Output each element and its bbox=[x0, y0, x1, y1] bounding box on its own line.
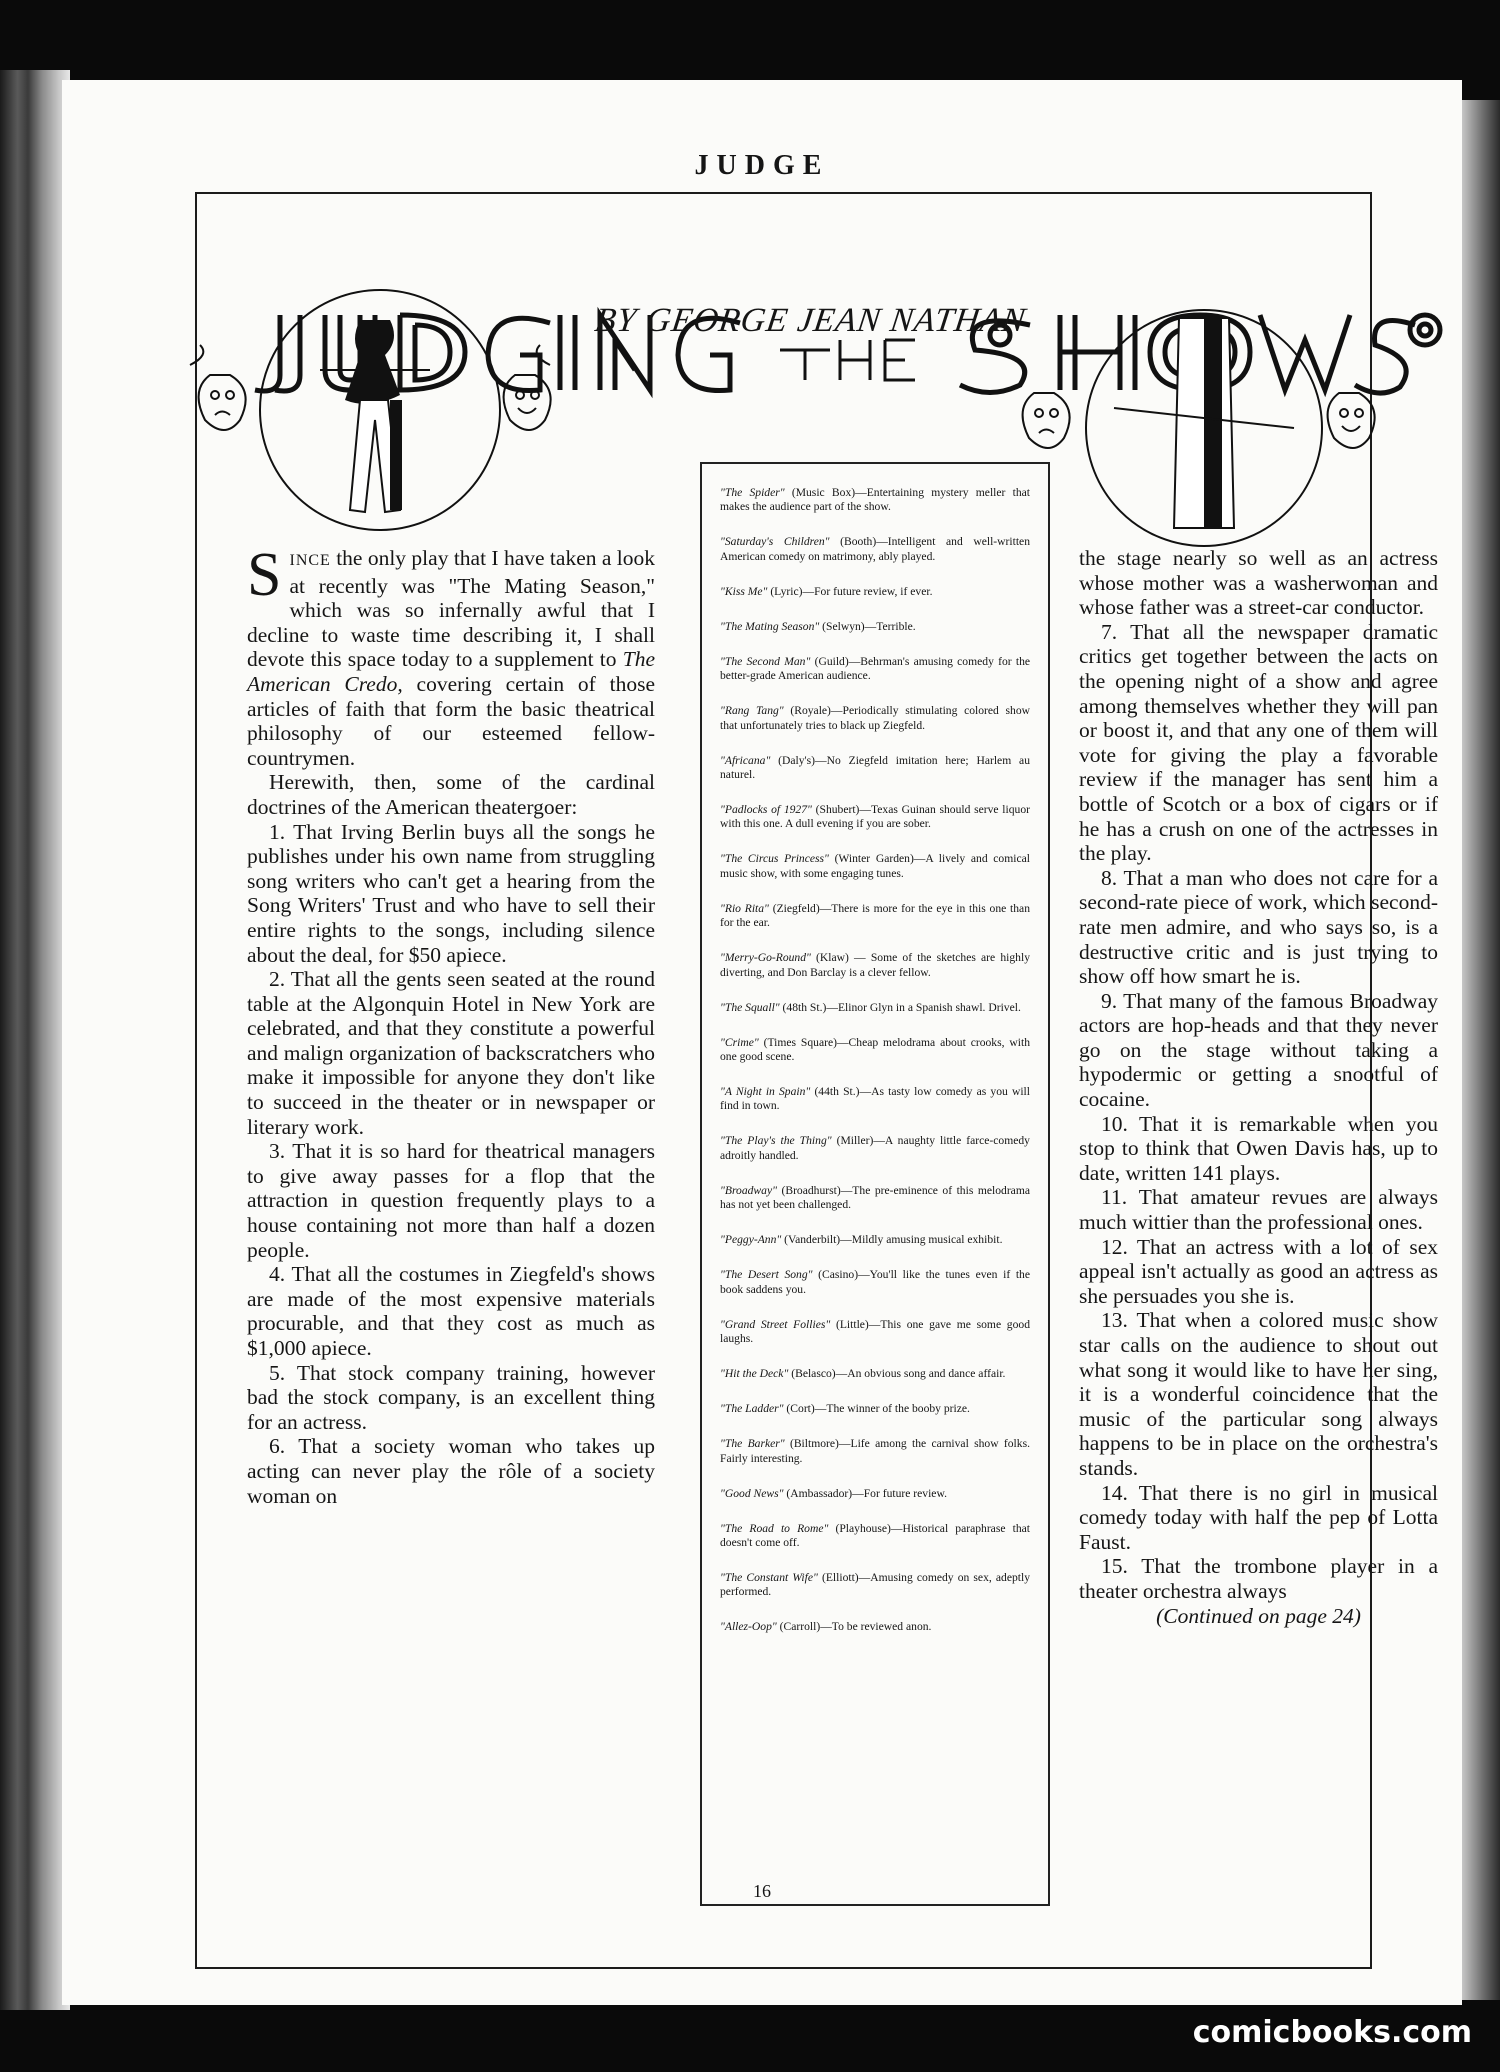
show-review-entry bbox=[720, 535, 1030, 564]
article-lead-paragraph bbox=[247, 541, 656, 770]
show-title: "Peggy-Ann" bbox=[720, 1233, 782, 1247]
doctrine-item: 3. That it is so hard for theatrical managers to give away passes for a flop that the attraction in question frequently plays to a house containing not more than half a dozen people. bbox=[247, 1139, 655, 1262]
doctrine-item: 1. That Irving Berlin buys all the songs he publishes under his own name from struggling song writers who can't get a hearing from the Song Writers' Trust and who have to sell their entire rights to the songs, including silence about the deal, for $50 apiece. bbox=[247, 819, 655, 967]
show-title: "Rang Tang" bbox=[720, 704, 784, 718]
doctrine-item: 11. That amateur revues are always much wittier than the professional ones. bbox=[1079, 1185, 1438, 1235]
show-review-entry bbox=[720, 754, 1030, 783]
show-review-entry bbox=[720, 852, 1030, 881]
show-review-text: (Casino)—You'll like the tunes even if the book saddens you. bbox=[720, 1268, 1030, 1296]
show-review-text: (Winter Garden)—A lively and comical music show, with some engaging tunes. bbox=[720, 852, 1030, 880]
intro-paragraph: Herewith, then, some of the cardinal doctrines of the American theatergoer: bbox=[247, 770, 655, 819]
dancer-illustration-right bbox=[994, 298, 1414, 558]
show-review-entry bbox=[720, 655, 1030, 684]
show-title: "Merry-Go-Round" bbox=[720, 951, 811, 965]
show-title: "Africana" bbox=[720, 753, 771, 767]
show-title: "Grand Street Follies" bbox=[720, 1317, 831, 1331]
show-reviews-list bbox=[720, 486, 1030, 1635]
show-review-text: (Cort)—The winner of the booby prize. bbox=[783, 1402, 970, 1416]
show-review-text: (Selwyn)—Terrible. bbox=[819, 619, 916, 633]
continued-note: (Continued on page 24) bbox=[1156, 1603, 1361, 1628]
show-review-entry bbox=[720, 1036, 1030, 1065]
magazine-page bbox=[62, 80, 1462, 2005]
show-review-text: (Little)—This one gave me some good laughs. bbox=[720, 1317, 1030, 1346]
show-review-text: (Miller)—A naughty little farce-comedy adroitly handled. bbox=[720, 1134, 1030, 1162]
show-review-entry bbox=[720, 1487, 1030, 1501]
show-title: "The Ladder" bbox=[720, 1402, 784, 1416]
show-review-entry bbox=[720, 803, 1030, 832]
show-review-entry bbox=[720, 1367, 1030, 1381]
continuation-text: the stage nearly so well as an actress whose mother was a washerwoman and whose father was a street-car conductor. bbox=[1079, 546, 1438, 620]
show-review-text: (Times Square)—Cheap melodrama about crooks, with one good scene. bbox=[720, 1035, 1030, 1064]
show-review-text: (Belasco)—An obvious song and dance affair. bbox=[788, 1367, 1006, 1381]
show-review-entry bbox=[720, 1620, 1030, 1634]
show-review-entry bbox=[720, 1184, 1030, 1213]
show-review-entry bbox=[720, 1233, 1030, 1247]
show-title: "Padlocks of 1927" bbox=[720, 803, 812, 817]
show-title: "Broadway" bbox=[720, 1183, 777, 1197]
show-review-text: (Klaw) — Some of the sketches are highly diverting, and Don Barclay is a clever fellow. bbox=[720, 951, 1030, 979]
doctrine-item: 13. That when a colored music show star calls on the audience to shout out what song it would like to have her sing, it is a wonderful coincidence that the music of the particular song always happens to be in place on the orchestra's stands. bbox=[1079, 1308, 1438, 1480]
lead-smallcaps: INCE bbox=[289, 552, 331, 569]
show-title: "The Barker" bbox=[720, 1437, 785, 1451]
show-review-text: (48th St.)—Elinor Glyn in a Spanish shawl. Drivel. bbox=[779, 1000, 1021, 1014]
page-number: 16 bbox=[753, 1881, 771, 1901]
show-title: "Kiss Me" bbox=[720, 584, 768, 598]
doctrine-item: 4. That all the costumes in Ziegfeld's shows are made of the most expensive materials procurable, and that they cost as much as $1,000 apiece. bbox=[247, 1262, 655, 1360]
show-review-text: (Lyric)—For future review, if ever. bbox=[767, 584, 933, 598]
show-review-entry bbox=[720, 704, 1030, 733]
show-title: "The Squall" bbox=[720, 1000, 780, 1014]
show-review-text: (Booth)—Intelligent and well-written American comedy on matrimony, ably played. bbox=[720, 535, 1031, 563]
show-title: "A Night in Spain" bbox=[720, 1085, 811, 1099]
show-review-entry bbox=[720, 1437, 1030, 1466]
lead-text-end: covering certain of those articles of faith that form the basic theatrical philosophy of our esteemed fellow-countrymen. bbox=[247, 671, 655, 770]
doctrine-item: 15. That the trombone player in a theater orchestra always bbox=[1079, 1554, 1438, 1603]
article-column-right bbox=[1079, 546, 1438, 1628]
show-review-entry bbox=[720, 1318, 1030, 1347]
show-title: "The Second Man" bbox=[720, 654, 811, 668]
byline: BY GEORGE JEAN NATHAN bbox=[592, 302, 1029, 339]
show-title: "The Desert Song" bbox=[720, 1268, 813, 1282]
show-title: "Hit the Deck" bbox=[720, 1367, 789, 1381]
doctrine-item: 12. That an actress with a lot of sex appeal isn't actually as good an actress as she persuades you she is. bbox=[1079, 1234, 1438, 1308]
show-review-text: (Music Box)—Entertaining mystery meller that makes the audience part of the show. bbox=[720, 486, 1031, 514]
doctrine-item: 6. That a society woman who takes up acting can never play the rôle of a society woman on bbox=[247, 1434, 655, 1508]
show-review-text: (Elliott)—Amusing comedy on sex, adeptly performed. bbox=[720, 1570, 1031, 1599]
show-review-entry bbox=[720, 1085, 1030, 1114]
show-review-entry bbox=[720, 1134, 1030, 1163]
show-review-text: (44th St.)—As tasty low comedy as you will find in town. bbox=[720, 1085, 1030, 1113]
show-review-entry bbox=[720, 1001, 1030, 1015]
doctrine-item: 7. That all the newspaper dramatic critics get together between the acts on the opening night of a show and agree among themselves whether they will pan or boost it, and that any one of them will vote for giving the play a favorable review if the manager has sent him a bottle of Scotch or a box of cigars or if he has a crush on one of the actresses in the play. bbox=[1079, 619, 1438, 866]
show-review-text: (Guild)—Behrman's amusing comedy for the better-grade American audience. bbox=[720, 654, 1031, 683]
show-review-entry bbox=[720, 951, 1030, 980]
show-reviews-sidebar bbox=[700, 462, 1050, 1906]
show-review-entry bbox=[720, 1571, 1030, 1600]
watermark: comicbooks.com bbox=[1192, 2015, 1472, 2050]
show-title: "Good News" bbox=[720, 1486, 784, 1500]
lead-text: the only play that I have taken a look at recently was "The Mating Season," which was so infernally awful that I decline to waste time describing it, I shall devote this space today to a supplement to bbox=[247, 546, 656, 672]
masthead: JUDGE bbox=[694, 150, 830, 181]
show-title: "Allez-Oop" bbox=[720, 1620, 777, 1634]
show-review-text: (Carroll)—To be reviewed anon. bbox=[776, 1620, 932, 1634]
show-review-text: (Royale)—Periodically stimulating colored show that unfortunately tries to black up Ziegfeld. bbox=[720, 704, 1030, 732]
show-review-text: (Ambassador)—For future review. bbox=[783, 1486, 947, 1500]
show-title: "The Constant Wife" bbox=[720, 1570, 818, 1584]
show-review-entry bbox=[720, 1522, 1030, 1551]
book-right-edge bbox=[1460, 100, 1500, 2000]
dancer-illustration-left bbox=[170, 280, 590, 540]
show-title: "Saturday's Children" bbox=[720, 535, 830, 549]
show-review-entry bbox=[720, 902, 1030, 931]
show-title: "The Spider" bbox=[720, 486, 785, 499]
show-review-text: (Vanderbilt)—Mildly amusing musical exhibit. bbox=[781, 1233, 1003, 1247]
show-review-text: (Ziegfeld)—There is more for the eye in this one than for the ear. bbox=[720, 901, 1030, 930]
book-title: The American Credo, bbox=[247, 647, 655, 696]
show-review-text: (Broadhurst)—The pre-eminence of this melodrama has not yet been challenged. bbox=[720, 1183, 1030, 1212]
show-review-entry bbox=[720, 620, 1030, 634]
doctrine-item: 8. That a man who does not care for a second-rate piece of work, which second-rate men admire, and who says so, is a destructive critic and is just trying to show off how smart he is. bbox=[1079, 865, 1438, 989]
show-title: "The Circus Princess" bbox=[720, 852, 829, 866]
doctrine-item: 9. That many of the famous Broadway actors are hop-heads and that they never go on the stage without taking a hypodermic or getting a snootful of cocaine. bbox=[1079, 988, 1438, 1112]
doctrine-item: 14. That there is no girl in musical comedy today with half the pep of Lotta Faust. bbox=[1079, 1480, 1438, 1554]
show-title: "Crime" bbox=[720, 1035, 759, 1049]
show-review-entry bbox=[720, 1402, 1030, 1416]
drop-cap: S bbox=[247, 541, 282, 609]
show-review-text: (Biltmore)—Life among the carnival show folks. Fairly interesting. bbox=[720, 1437, 1030, 1465]
doctrine-item: 5. That stock company training, however bad the stock company, is an excellent thing for an actress. bbox=[247, 1360, 655, 1434]
show-title: "The Mating Season" bbox=[720, 619, 820, 633]
show-title: "The Play's the Thing" bbox=[720, 1134, 832, 1148]
show-title: "Rio Rita" bbox=[720, 901, 769, 915]
article-column-left bbox=[247, 541, 656, 1508]
show-review-text: (Shubert)—Texas Guinan should serve liquor with this one. A dull evening if you are sober. bbox=[720, 803, 1030, 831]
show-review-entry bbox=[720, 486, 1030, 515]
show-title: "The Road to Rome" bbox=[720, 1521, 829, 1535]
book-spine-edge bbox=[0, 70, 70, 2010]
show-review-text: (Playhouse)—Historical paraphrase that doesn't come off. bbox=[720, 1521, 1030, 1549]
show-review-text: (Daly's)—No Ziegfeld imitation here; Harlem au naturel. bbox=[720, 753, 1030, 782]
doctrine-item: 2. That all the gents seen seated at the round table at the Algonquin Hotel in New York are celebrated, and that they constitute a powerful and malign organization of backscratchers who make it impossible for anyone they don't like to succeed in the theater or in newspaper or literary work. bbox=[247, 967, 655, 1139]
show-review-entry bbox=[720, 585, 1030, 599]
show-review-entry bbox=[720, 1268, 1030, 1297]
doctrine-item: 10. That it is remarkable when you stop to think that Owen Davis has, up to date, written 141 plays. bbox=[1079, 1111, 1438, 1185]
